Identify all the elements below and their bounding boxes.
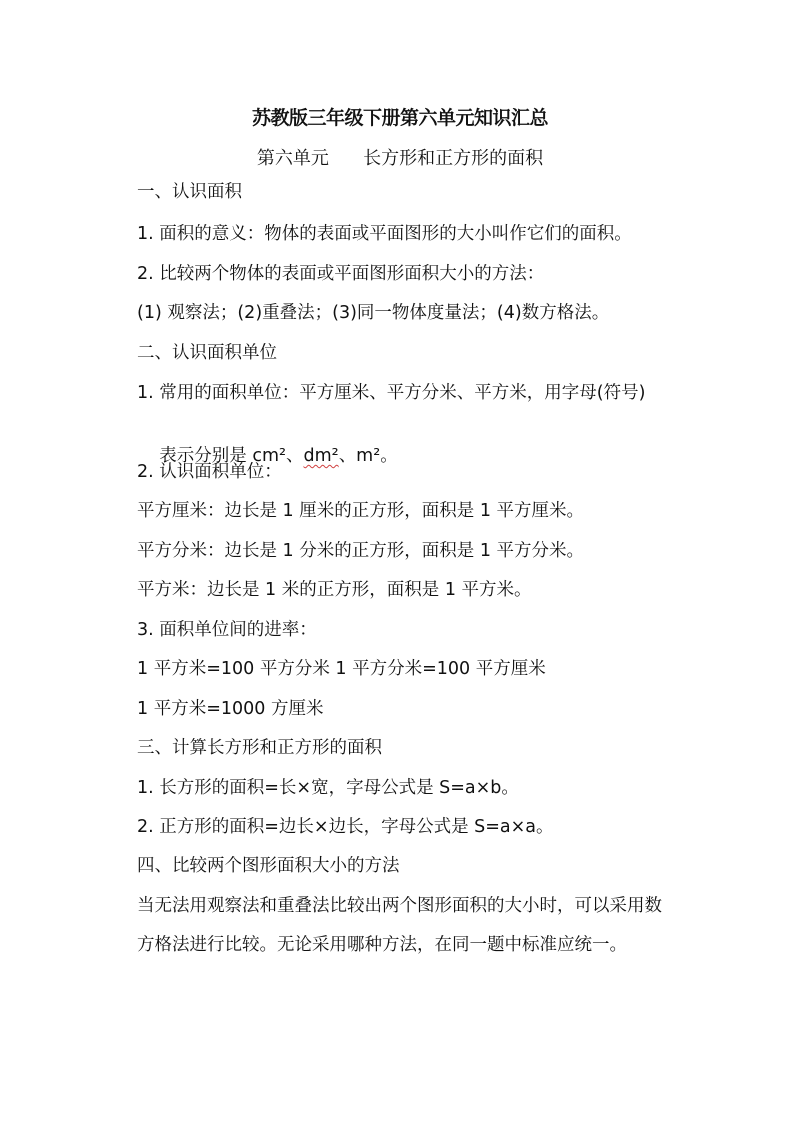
paragraph-line: 1. 面积的意义：物体的表面或平面图形的大小叫作它们的面积。	[137, 224, 632, 244]
unit-line-end: 、m²。	[338, 446, 398, 466]
unit-line-start: 表示分别是 cm²、	[159, 446, 304, 466]
paragraph-line: 2. 比较两个物体的表面或平面图形面积大小的方法：	[137, 264, 545, 284]
document-subtitle: 第六单元 长方形和正方形的面积	[256, 148, 544, 169]
section-heading-3: 三、计算长方形和正方形的面积	[137, 738, 382, 758]
paragraph-line: 2. 正方形的面积=边长×边长，字母公式是 S=a×a。	[137, 817, 554, 837]
paragraph-line: 当无法用观察法和重叠法比较出两个图形面积的大小时，可以采用数	[137, 896, 662, 916]
paragraph-line: 平方分米：边长是 1 分米的正方形，面积是 1 平方分米。	[137, 541, 585, 561]
paragraph-line: 平方厘米：边长是 1 厘米的正方形，面积是 1 平方厘米。	[137, 501, 585, 521]
section-heading-4: 四、比较两个图形面积大小的方法	[137, 856, 400, 876]
spellcheck-underlined-unit: dm²	[303, 446, 339, 466]
paragraph-line: 平方米：边长是 1 米的正方形，面积是 1 平方米。	[137, 580, 532, 600]
document-title: 苏教版三年级下册第六单元知识汇总	[251, 107, 548, 129]
paragraph-line: 方格法进行比较。无论采用哪种方法，在同一题中标准应统一。	[137, 935, 627, 955]
paragraph-line: 2. 认识面积单位：	[137, 462, 282, 482]
paragraph-line: 3. 面积单位间的进率：	[137, 620, 317, 640]
section-heading-1: 一、认识面积	[137, 182, 242, 202]
paragraph-line: (1) 观察法；(2)重叠法；(3)同一物体度量法；(4)数方格法。	[137, 303, 610, 323]
section-heading-2: 二、认识面积单位	[137, 343, 277, 363]
paragraph-line: 1. 长方形的面积=长×宽，字母公式是 S=a×b。	[137, 778, 519, 798]
paragraph-line: 1. 常用的面积单位：平方厘米、平方分米、平方米，用字母(符号)	[137, 383, 646, 403]
paragraph-line: 1 平方米=1000 方厘米	[137, 699, 324, 719]
paragraph-line: 1 平方米=100 平方分米 1 平方分米=100 平方厘米	[137, 659, 546, 679]
